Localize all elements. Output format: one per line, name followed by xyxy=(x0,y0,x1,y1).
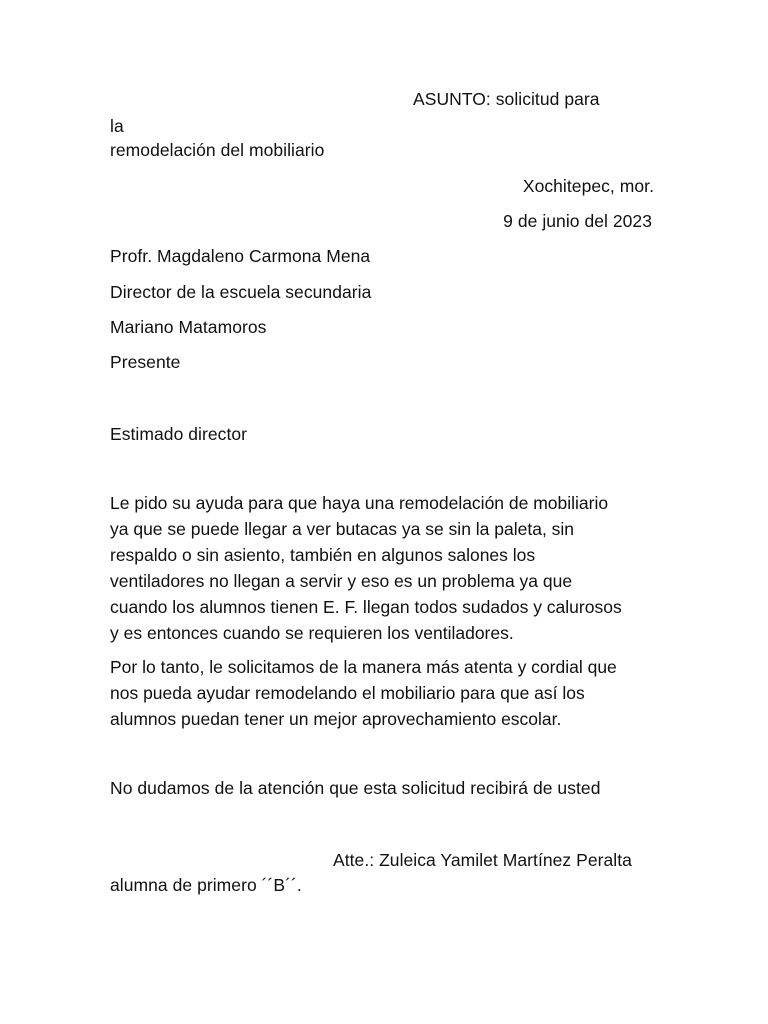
subject-line-1: ASUNTO: solicitud para xyxy=(413,89,600,109)
paragraph-line: y es entonces cuando se requieren los ventiladores. xyxy=(110,623,514,643)
recipient-name: Profr. Magdaleno Carmona Mena xyxy=(110,246,371,266)
paragraph-line: ventiladores no llegan a servir y eso es un problema ya que xyxy=(110,571,573,591)
paragraph-line: ya que se puede llegar a ver butacas ya se sin la paleta, sin xyxy=(110,519,575,539)
presente: Presente xyxy=(110,352,181,372)
subject-line-3: remodelación del mobiliario xyxy=(110,140,325,160)
paragraph-line: Le pido su ayuda para que haya una remodelación de mobiliario xyxy=(110,493,609,513)
recipient-title: Director de la escuela secundaria xyxy=(110,282,372,302)
place: Xochitepec, mor. xyxy=(522,176,654,196)
paragraph-line: Por lo tanto, le solicitamos de la manera más atenta y cordial que xyxy=(110,657,617,677)
body-paragraph-2 xyxy=(110,654,670,732)
greeting: Estimado director xyxy=(110,424,248,444)
body-paragraph-1 xyxy=(110,490,670,646)
recipient-school: Mariano Matamoros xyxy=(110,317,267,337)
paragraph-line: respaldo o sin asiento, también en algunos salones los xyxy=(110,545,536,565)
signature-role: alumna de primero ´´B´´. xyxy=(110,875,302,895)
signature-atte: Atte.: Zuleica Yamilet Martínez Peralta xyxy=(333,850,632,870)
paragraph-line: nos pueda ayudar remodelando el mobiliario para que así los xyxy=(110,683,585,703)
date: 9 de junio del 2023 xyxy=(503,211,652,231)
paragraph-line: alumnos puedan tener un mejor aprovechamiento escolar. xyxy=(110,709,562,729)
closing-line: No dudamos de la atención que esta solicitud recibirá de usted xyxy=(110,778,601,798)
subject-line-2: la xyxy=(110,116,124,136)
paragraph-line: cuando los alumnos tienen E. F. llegan todos sudados y calurosos xyxy=(110,597,622,617)
